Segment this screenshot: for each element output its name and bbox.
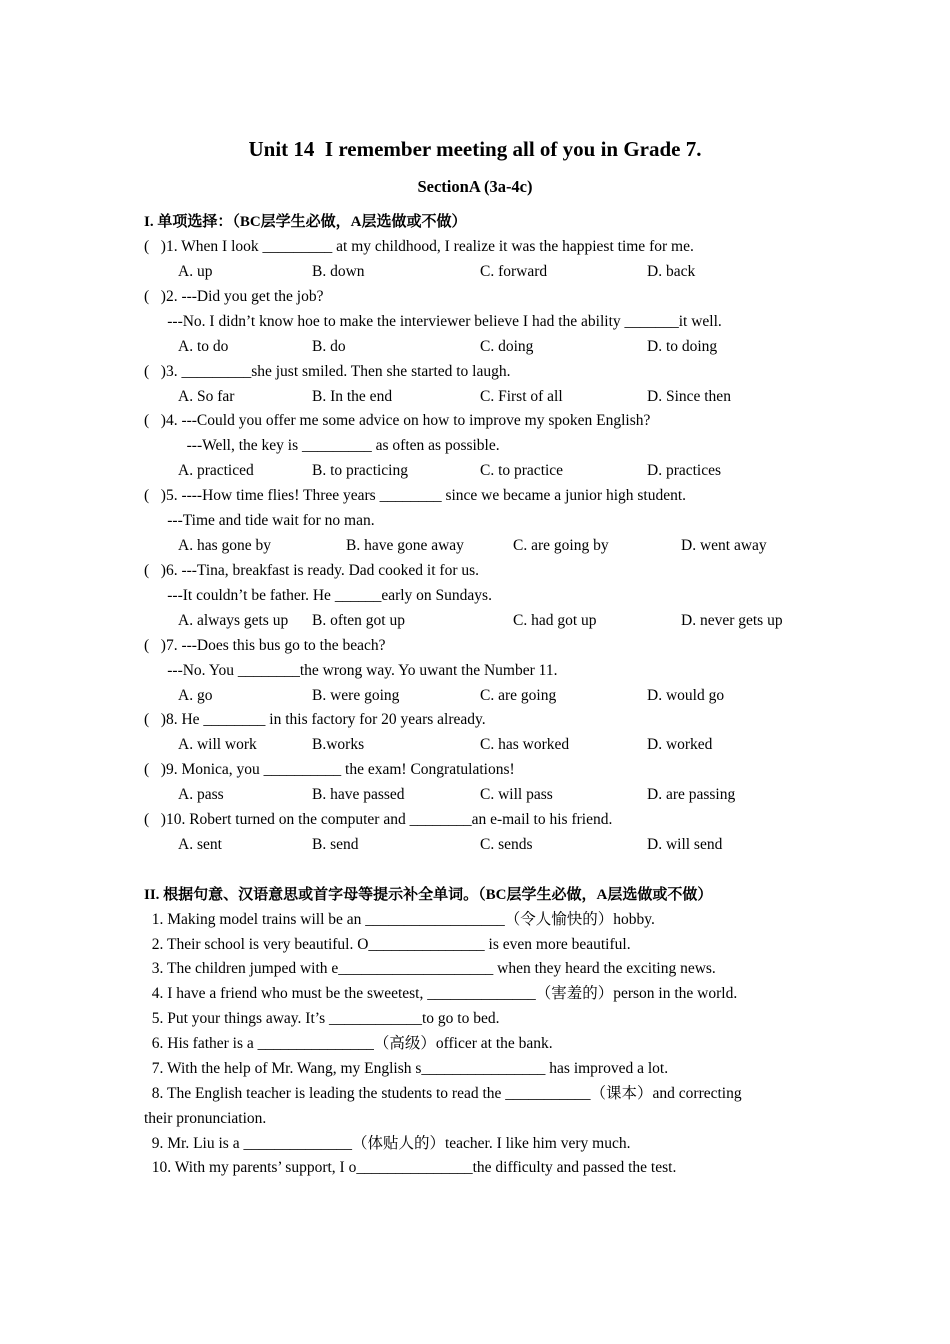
fill-in-item: 5. Put your things away. It’s ____________to go to bed.: [144, 1010, 500, 1027]
fill-in-item: 3. The children jumped with e____________________ when they heard the exciting news.: [144, 960, 716, 977]
option-d: D. will send: [647, 836, 723, 853]
question-line: ( )3. _________she just smiled. Then she started to laugh.: [144, 363, 511, 380]
question-line: ( )5. ----How time flies! Three years ________ since we became a junior high student.: [144, 487, 687, 504]
option-c: C. are going by: [513, 537, 609, 554]
option-a: A. pass: [178, 786, 224, 803]
option-d: D. Since then: [647, 388, 731, 405]
option-b: B. have gone away: [346, 537, 464, 554]
option-b: B. down: [312, 263, 365, 280]
question-line: ---Well, the key is _________ as often as possible.: [144, 437, 500, 454]
question-line: ( )1. When I look _________ at my childhood, I realize it was the happiest time for me.: [144, 238, 694, 255]
question-line: ( )2. ---Did you get the job?: [144, 288, 324, 305]
fill-in-item: 8. The English teacher is leading the students to read the ___________（课本）and correcting: [144, 1085, 742, 1102]
option-c: C. to practice: [480, 462, 564, 479]
option-b: B. In the end: [312, 388, 393, 405]
option-c: C. First of all: [480, 388, 563, 405]
option-c: C. had got up: [513, 612, 597, 629]
question-line: ---No. I didn’t know hoe to make the interviewer believe I had the ability _______it well.: [144, 313, 722, 330]
option-b: B. were going: [312, 687, 400, 704]
fill-in-item: 4. I have a friend who must be the sweetest, ______________（害羞的）person in the world.: [144, 985, 738, 1002]
page-title: Unit 14 I remember meeting all of you in Grade 7.: [248, 137, 702, 161]
option-b: B.works: [312, 736, 365, 753]
option-a: A. sent: [178, 836, 222, 853]
option-b: B. to practicing: [312, 462, 408, 479]
option-c: C. sends: [480, 836, 533, 853]
fill-in-item: 7. With the help of Mr. Wang, my English s________________ has improved a lot.: [144, 1060, 669, 1077]
question-line: ---It couldn’t be father. He ______early on Sundays.: [144, 587, 492, 604]
option-b: B. do: [312, 338, 346, 355]
option-c: C. forward: [480, 263, 548, 280]
question-line: ---Time and tide wait for no man.: [144, 512, 375, 529]
option-d: D. worked: [647, 736, 713, 753]
option-d: D. never gets up: [681, 612, 783, 629]
question-line: ( )7. ---Does this bus go to the beach?: [144, 637, 386, 654]
question-line: ( )4. ---Could you offer me some advice on how to improve my spoken English?: [144, 412, 651, 429]
option-c: C. has worked: [480, 736, 570, 753]
option-a: A. will work: [178, 736, 257, 753]
section1-heading: I. 单项选择：（BC层学生必做，A层选做或不做）: [144, 214, 467, 230]
option-d: D. practices: [647, 462, 722, 479]
question-line: ( )10. Robert turned on the computer and ________an e-mail to his friend.: [144, 811, 613, 828]
option-c: C. are going: [480, 687, 557, 704]
fill-in-item: 10. With my parents’ support, I o_______________the difficulty and passed the test.: [144, 1159, 677, 1176]
fill-in-item: 2. Their school is very beautiful. O_______________ is even more beautiful.: [144, 936, 631, 953]
page-subtitle: SectionA (3a-4c): [417, 177, 533, 196]
option-a: A. So far: [178, 388, 235, 405]
option-d: D. would go: [647, 687, 725, 704]
option-c: C. doing: [480, 338, 534, 355]
option-a: A. has gone by: [178, 537, 271, 554]
option-d: D. to doing: [647, 338, 718, 355]
option-a: A. up: [178, 263, 213, 280]
question-line: ( )9. Monica, you __________ the exam! Congratulations!: [144, 761, 515, 778]
option-a: A. go: [178, 687, 213, 704]
fill-in-item: 6. His father is a _______________（高级）officer at the bank.: [144, 1035, 553, 1052]
option-d: D. went away: [681, 537, 767, 554]
option-a: A. always gets up: [178, 612, 289, 629]
option-a: A. to do: [178, 338, 229, 355]
section2-heading: II. 根据句意、汉语意思或首字母等提示补全单词。（BC层学生必做，A层选做或不做）: [144, 887, 713, 903]
option-d: D. back: [647, 263, 696, 280]
question-line: ---No. You ________the wrong way. Yo uwant the Number 11.: [144, 662, 558, 679]
option-b: B. send: [312, 836, 359, 853]
option-a: A. practiced: [178, 462, 254, 479]
question-line: ( )8. He ________ in this factory for 20 years already.: [144, 711, 486, 728]
option-b: B. have passed: [312, 786, 405, 803]
fill-in-item: 9. Mr. Liu is a ______________（体贴人的）teacher. I like him very much.: [144, 1135, 631, 1152]
option-c: C. will pass: [480, 786, 553, 803]
fill-in-item-continuation: their pronunciation.: [144, 1110, 267, 1127]
option-d: D. are passing: [647, 786, 736, 803]
fill-in-item: 1. Making model trains will be an __________________（令人愉快的）hobby.: [144, 911, 655, 928]
question-line: ( )6. ---Tina, breakfast is ready. Dad cooked it for us.: [144, 562, 480, 579]
option-b: B. often got up: [312, 612, 405, 629]
